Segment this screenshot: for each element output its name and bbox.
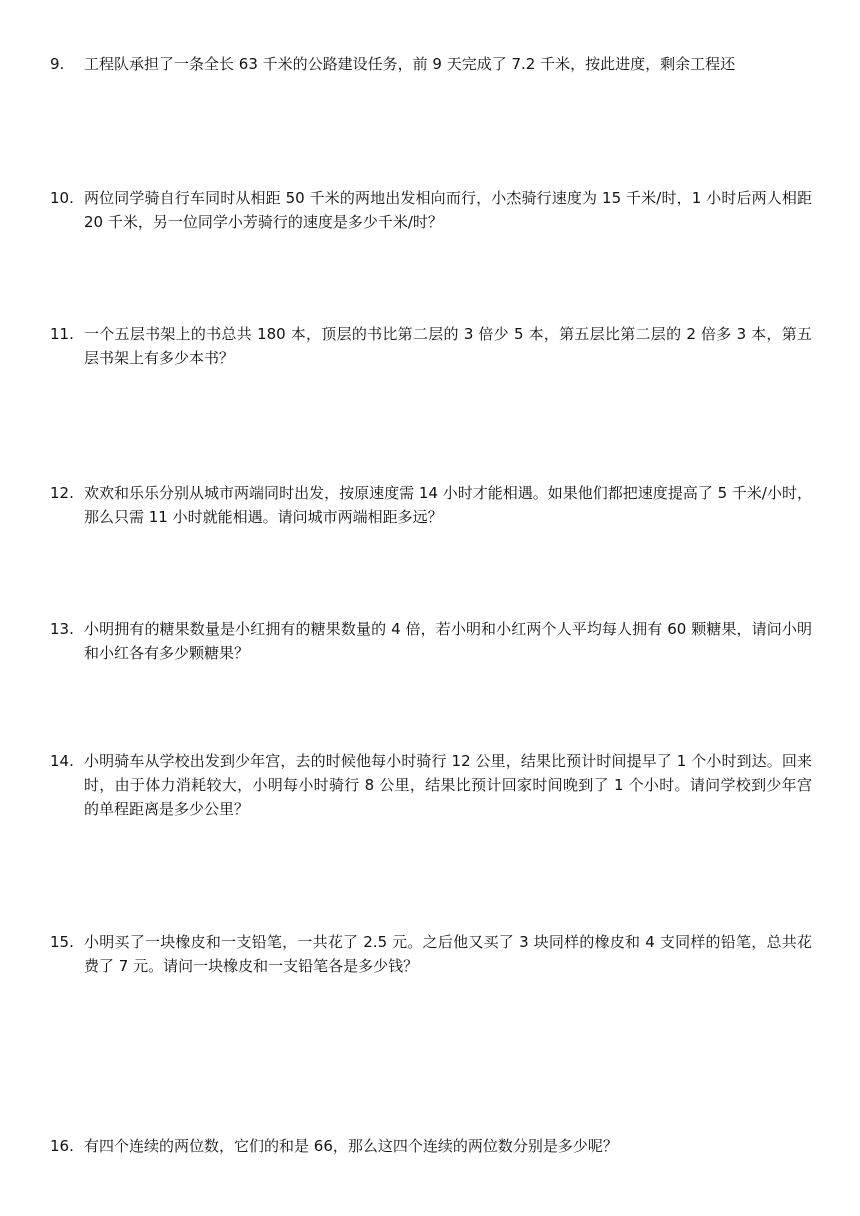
question-number: 13.: [50, 620, 74, 638]
question-text: 一个五层书架上的书总共 180 本，顶层的书比第二层的 3 倍少 5 本，第五层比第二层的 2 倍多 3 本，第五层书架上有多少本书？: [84, 325, 812, 367]
question-10: [50, 186, 812, 234]
question-text: 工程队承担了一条全长 63 千米的公路建设任务，前 9 天完成了 7.2 千米，按此进度，剩余工程还: [84, 55, 736, 73]
question-text: 欢欢和乐乐分别从城市两端同时出发，按原速度需 14 小时才能相遇。如果他们都把速度提高了 5 千米/小时，那么只需 11 小时就能相遇。请问城市两端相距多远？: [84, 484, 812, 526]
question-number: 9.: [50, 55, 65, 73]
question-text: 小明骑车从学校出发到少年宫，去的时候他每小时骑行 12 公里，结果比预计时间提早了 1 个小时到达。回来时，由于体力消耗较大，小明每小时骑行 8 公里，结果比预计回家时间晚到了 1 个小时。请问学校到少年宫的单程距离是多少公里？: [84, 752, 812, 818]
question-text: 小明拥有的糖果数量是小红拥有的糖果数量的 4 倍，若小明和小红两个人平均每人拥有 60 颗糖果，请问小明和小红各有多少颗糖果？: [84, 620, 812, 662]
question-13: [50, 617, 812, 665]
question-9: [50, 52, 812, 76]
question-16: [50, 1134, 812, 1158]
question-number: 16.: [50, 1137, 74, 1155]
question-number: 12.: [50, 484, 74, 502]
question-11: [50, 322, 812, 370]
question-15: [50, 930, 812, 978]
question-text: 小明买了一块橡皮和一支铅笔，一共花了 2.5 元。之后他又买了 3 块同样的橡皮和 4 支同样的铅笔，总共花费了 7 元。请问一块橡皮和一支铅笔各是多少钱？: [84, 933, 812, 975]
question-12: [50, 481, 812, 529]
question-number: 10.: [50, 189, 74, 207]
question-text: 有四个连续的两位数，它们的和是 66，那么这四个连续的两位数分别是多少呢？: [84, 1137, 618, 1155]
question-text: 两位同学骑自行车同时从相距 50 千米的两地出发相向而行，小杰骑行速度为 15 千米/时，1 小时后两人相距 20 千米，另一位同学小芳骑行的速度是多少千米/时？: [84, 189, 812, 231]
question-number: 11.: [50, 325, 74, 343]
question-14: [50, 749, 812, 821]
question-number: 15.: [50, 933, 74, 951]
question-number: 14.: [50, 752, 74, 770]
